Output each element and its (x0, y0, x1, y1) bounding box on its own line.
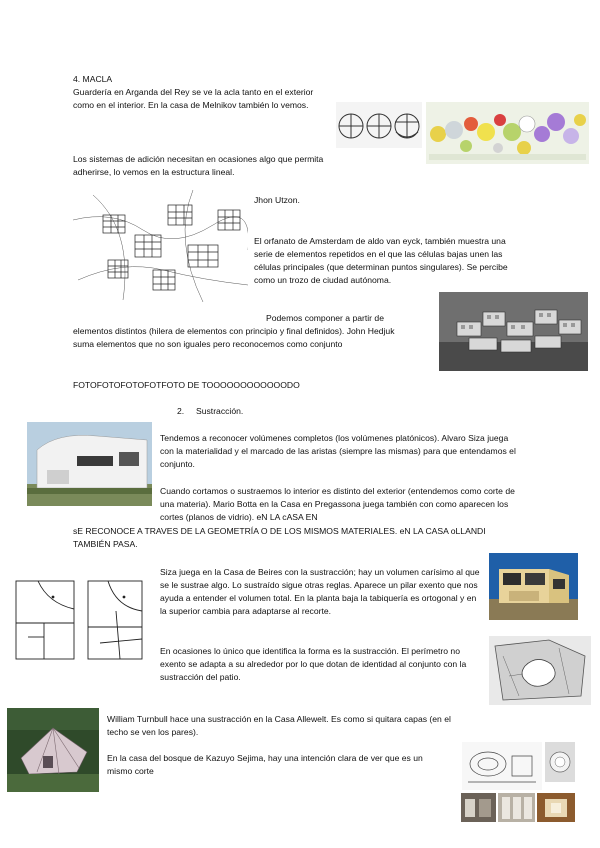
orfanato-aerial-photo (439, 292, 588, 371)
guarderia-colored-plan (426, 102, 589, 164)
casa-allewelt-photo (7, 708, 99, 792)
patio-sustraccion-plan (489, 636, 591, 705)
casa-beires-plans (8, 573, 149, 665)
paragraph-componer-first: Podemos componer a partir de (266, 313, 384, 323)
section-heading-macla: 4. MACLA (73, 74, 113, 84)
paragraph-turnbull: William Turnbull hace una sustracción en la Casa Allewelt. Es como si quitara capas (en el techo se ven los pares). (107, 714, 451, 737)
paragraph-orfanato: El orfanato de Amsterdam de aldo van eyck, también muestra una serie de elementos repetidos en el que las células bajas unen las células principales (que determinan puntos singulares). Se percibe como un trozo de ciudad autónoma. (254, 236, 508, 285)
paragraph-cortes-a: Cuando cortamos o sustraemos lo interior es distinto del exterior (entendemos como corte de una materia). Mario Botta en la Casa en Pregassona juega también con como aparecen los cortes (planos de vidrio). eN LA cASA EN (160, 486, 515, 522)
paragraph-cortes-b: sE RECONOCE A TRAVES DE LA GEOMETRÍA O DE LOS MISMOS MATERIALES. eN LA CASA oLLANDI TAMBIÉN PASA. (73, 526, 486, 549)
siza-building-photo (27, 422, 152, 506)
paragraph-volumenes: Tendemos a reconocer volúmenes completos (los volúmenes platónicos). Alvaro Siza juega con la materialidad y el marcado de las aristas (siempre las mismas) para que entendamos el conjunto. (160, 433, 516, 469)
sejima-interior-photo-2 (498, 793, 535, 822)
casa-beires-photo (489, 553, 578, 620)
sejima-interior-photo-1 (461, 793, 496, 822)
paragraph-sejima: En la casa del bosque de Kazuyo Sejima, hay una intención clara de ver que es un mismo corte (107, 753, 423, 776)
sejima-model-photo (545, 742, 575, 782)
sejima-interior-photo-3 (537, 793, 575, 822)
utzon-network-drawing (73, 190, 248, 302)
melnikov-plans-drawing (336, 102, 422, 148)
utzon-label: Jhon Utzon. (254, 195, 300, 205)
paragraph-guarderia: Guardería en Arganda del Rey se ve la acla tanto en el exterior como en el interior. En la casa de Melnikov también lo vemos. (73, 87, 314, 110)
paragraph-adicion: Los sistemas de adición necesitan en ocasiones algo que permita adherirse, lo vemos en la estructura lineal. (73, 154, 324, 177)
paragraph-perimetro: En ocasiones lo único que identifica la forma es la sustracción. El perímetro no exento se adapta a su alrededor por lo que dotan de identidad al conjunto con la sustracción del patio. (160, 646, 467, 682)
paragraph-beires: Siza juega en la Casa de Beires con la sustracción; hay un volumen carísimo al que se le sustrae algo. Lo sustraído sigue otras reglas. Aparece un pilar exento que nos ayuda a entender el volumen total. En la planta baja la tabiquería es ortogonal y en la superior cambia para adaptarse al recorte. (160, 567, 480, 616)
section-heading-sustraccion: Sustracción. (196, 406, 244, 416)
sejima-section-drawing (462, 742, 542, 790)
photo-note: FOTOFOTOFOTOFOTFOTO DE TOOOOOOOOOOOODO (73, 380, 300, 390)
paragraph-componer: elementos distintos (hilera de elementos con principio y final definidos). John Hedjuk suma elementos que no son iguales pero reconocemos como conjunto (73, 326, 395, 349)
section-number-2: 2. (177, 406, 185, 416)
